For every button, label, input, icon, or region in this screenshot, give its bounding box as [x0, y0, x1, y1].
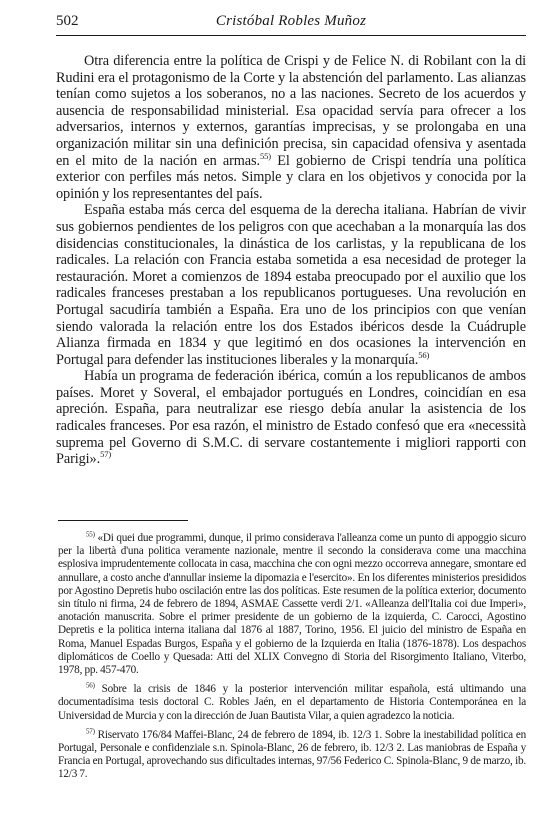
page-number: 502 [56, 13, 79, 29]
footnote-number: 56) [86, 681, 95, 690]
paragraph: Había un programa de federación ibérica, común a los republicanos de ambos países. Moret y Soveral, el embajador portugués en Londres, coincidían en esa apreción. España, para neutralizar ese riesgo debía anular la asistencia de los radicales franceses. Por esa razón, el ministro de Estado confesó que era «necessità suprema pel Governo di S.M.C. di servare costantemente i migliori rapporti con Parigi».$^{57)}$ [56, 368, 526, 468]
footnote-ref[interactable]: 57) [100, 449, 112, 460]
footnote: $^{57)}$ Riservato 176/84 Maffei-Blanc, 24 de febrero de 1894, ib. 12/3 1. Sobre la inestabilidad política en Portugal, Personale e confidenziale s.n. Spinola-Blanc, 26 de febrero, ib. 12/3 2. Las maniobras de España y Francia en Portugal, aprovechando sus dificultades internas, 97/56 Federico C. Spinola-Blanc, 9 de marzo, ib. 12/3 7. [58, 727, 526, 781]
footnote-ref[interactable]: 56) [418, 349, 430, 360]
footnote: $^{55)}$ «Di quei due programmi, dunque, il primo considerava l'alleanza come un punto di appoggio sicuro per la libertà d'una politica veramente nazionale, mentre il secondo la considerava come una macchina esplosiva imprudentemente collocata in casa, macchina che con ogni mezzo occorreva annegare, smontare ed annullare, a costo anche d'annullar insieme la dipomazia e l'esercito». En los diferentes ministerios presididos por Agostino Depretis hubo oscilación entre las dos políticas. Este resumen de la política exterior, documento sin título ni firma, 24 de febrero de 1894, ASMAE Cassette verdi 2/1. «Alleanza dell'Italia coi due Imperi», anotación manuscrita. Sobre el primer presidente de un gobierno de la izquierda, C. Carocci, Agostino Depretis e la politica interna italiana dal 1876 al 1887, Torino, 1956. El juicio del ministro de España en Roma, Manuel Espadas Burgos, España y el gobierno de la Izquierda en Italia (1876-1878). Los despachos diplomáticos de Coello y Quesada: Atti del XLIX Convegno di Storia del Risorgimento Italiano, Viterbo, 1978, pp. 457-470. [58, 530, 526, 677]
footnote: $^{56)}$ Sobre la crisis de 1846 y la posterior intervención militar española, está ultimando una documentadísima tesis doctoral C. Robles Jaén, en el departamento de Historia Contemporánea en la Universidad de Murcia y con la dirección de Juan Bautista Vilar, a quien agradezco la noticia. [58, 681, 526, 722]
paragraph: Otra diferencia entre la política de Crispi y de Felice N. di Robilant con la di Rudini era el protagonismo de la Corte y la abstención del parlamento. Las alianzas tenían como sujetos a los soberanos, no a las naciones. Secreto de los acuerdos y ausencia de responsabilidad ministerial. Esa opacidad servía para ofrecer a los adversarios, internos y externos, garantías imprecisas, y se prolongaba en una organización militar sin una definición precisa, sin capacidad ofensiva y asentada en el mito de la nación en armas.$^{55)}$ El gobierno de Crispi tendría una política exterior con perfiles más netos. Simple y clara en los objetivos y conocida por la opinión y los representantes del país. [56, 53, 526, 202]
footnote-number: 55) [86, 530, 95, 539]
paragraph: España estaba más cerca del esquema de la derecha italiana. Habrían de vivir sus gobiernos pendientes de los peligros con que acechaban a la monarquía las dos disidencias constitucionales, la dinástica de los carlistas, y la republicana de los radicales. La relación con Francia estaba sometida a esa necesidad de proteger la restauración. Moret a comienzos de 1894 estaba preocupado por el auxilio que los radicales franceses prestaban a los republicanos portugueses. Una revolución en Portugal sacudiría también a España. Era uno de los principios con que venían siendo valorada la relación entre los dos Estados ibéricos desde la Cuádruple Alianza firmada en 1834 y que legitimó en dos ocasiones la intervención en Portugal para defender las instituciones liberales y la monarquía.$^{56)}$ [56, 202, 526, 368]
page-header [56, 13, 526, 35]
running-title: Cristóbal Robles Muñoz [215, 13, 367, 29]
header-rule [56, 35, 526, 36]
footnotes [58, 532, 526, 788]
main-text [56, 53, 526, 468]
footnote-separator [58, 520, 188, 521]
footnote-ref[interactable]: 55) [259, 150, 271, 161]
footnote-number: 57) [86, 727, 95, 736]
